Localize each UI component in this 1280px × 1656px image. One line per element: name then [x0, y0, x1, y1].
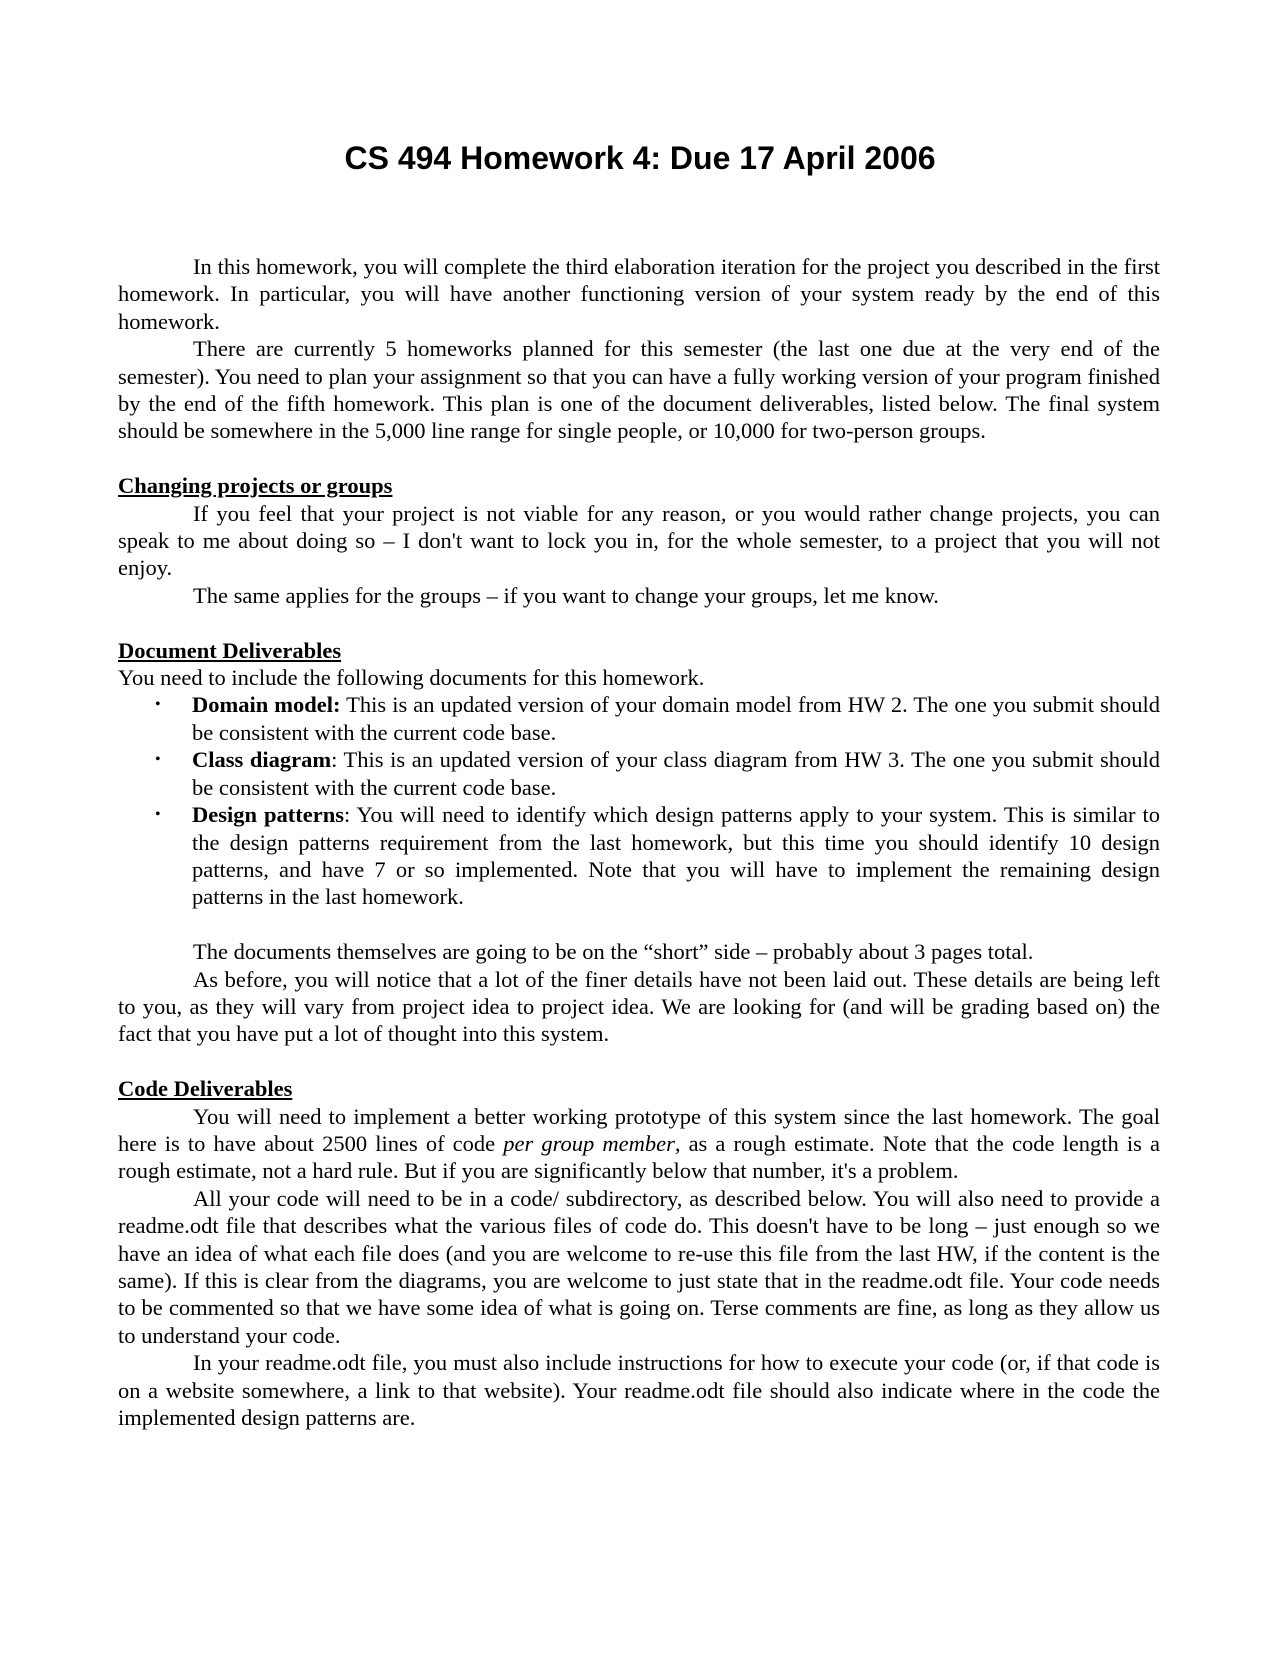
- changing-paragraph-2: The same applies for the groups – if you want to change your groups, let me know.: [193, 582, 939, 608]
- list-item-design-patterns: [118, 801, 1160, 911]
- documents-intro: You need to include the following documents for this homework.: [118, 665, 705, 691]
- item-text: : You will need to identify which design patterns apply to your system. This is similar to the design patterns requirement from the last homework, but this time you should identify 10 design patterns, and have 7 or so implemented. Note that you will have to implement the remaining design patterns in the last homework.: [192, 802, 1161, 910]
- bullet-icon: •: [155, 696, 161, 714]
- item-text: : This is an updated version of your class diagram from HW 3. The one you submit should be consistent with the current code base.: [192, 747, 1160, 800]
- item-term: Class diagram: [192, 747, 332, 773]
- list-item-domain-model: [118, 691, 1160, 746]
- section-heading-documents: Document Deliverables: [118, 637, 342, 663]
- deliverables-list: [118, 691, 1160, 910]
- code-paragraph-3: In your readme.odt file, you must also include instructions for how to execute your code (or, if that code is on a website somewhere, a link to that website). Your readme.odt file should also indicate where in the code the implemented design patterns are.: [118, 1350, 1160, 1430]
- code-paragraph-2: All your code will need to be in a code/ subdirectory, as described below. You will also need to provide a readme.odt file that describes what the various files of code do. This doesn't have to be long – just enough so we have an idea of what each file does (and you are welcome to re-use this file from the last HW, if the content is the same). If this is clear from the diagrams, you are welcome to just state that in the readme.odt file. Your code needs to be commented so that we have some idea of what is going on. Terse comments are fine, as long as they allow us to understand your code.: [118, 1185, 1160, 1348]
- item-text: This is an updated version of your domain model from HW 2. The one you submit should be consistent with the current code base.: [192, 692, 1161, 745]
- item-term: Design patterns: [192, 802, 345, 828]
- spacer: [118, 1048, 1160, 1075]
- code-p1-end: , as a rough estimate. Note that the code length is a rough estimate, not a hard rule. But if you are significantly below that number, it's a problem.: [118, 1130, 1160, 1184]
- spacer: [118, 609, 1160, 636]
- spacer: [118, 911, 1160, 938]
- intro-paragraph-2: There are currently 5 homeworks planned for this semester (the last one due at the very end of the semester). You need to plan your assignment so that you can have a fully working version of your program finished by the end of the fifth homework. This plan is one of the document deliverables, listed below. The final system should be somewhere in the 5,000 line range for single people, or 10,000 for two-person groups.: [118, 336, 1160, 444]
- changing-paragraph-1: If you feel that your project is not viable for any reason, or you would rather change projects, you can speak to me about doing so – I don't want to lock you in, for the whole semester, to a project that you will not enjoy.: [118, 500, 1160, 581]
- documents-paragraph-1: The documents themselves are going to be on the “short” side – probably about 3 pages total.: [193, 939, 1034, 965]
- section-heading-changing: Changing projects or groups: [118, 473, 393, 499]
- section-heading-code: Code Deliverables: [118, 1076, 293, 1102]
- bullet-icon: •: [155, 806, 161, 824]
- item-term: Domain model:: [192, 692, 341, 718]
- page-title: CS 494 Homework 4: Due 17 April 2006: [344, 140, 936, 176]
- documents-paragraph-2: As before, you will notice that a lot of the finer details have not been laid out. These details are being left to you, as they will vary from project idea to project idea. We are looking for (and will be grading based on) the fact that you have put a lot of thought into this system.: [118, 966, 1160, 1047]
- intro-paragraph-1: In this homework, you will complete the third elaboration iteration for the project you described in the first homework. In particular, you will have another functioning version of your system ready by the end of this homework.: [118, 254, 1160, 334]
- code-p1-emphasis: per group member: [503, 1130, 675, 1156]
- code-p1-start: You will need to implement a better working prototype of this system since the last homework. The goal here is to have about 2500 lines of code: [118, 1103, 1160, 1156]
- list-item-class-diagram: [118, 746, 1160, 801]
- document-body: [118, 253, 1160, 1431]
- code-paragraph-1: [118, 1103, 1160, 1185]
- spacer: [118, 445, 1160, 472]
- bullet-icon: •: [155, 751, 161, 769]
